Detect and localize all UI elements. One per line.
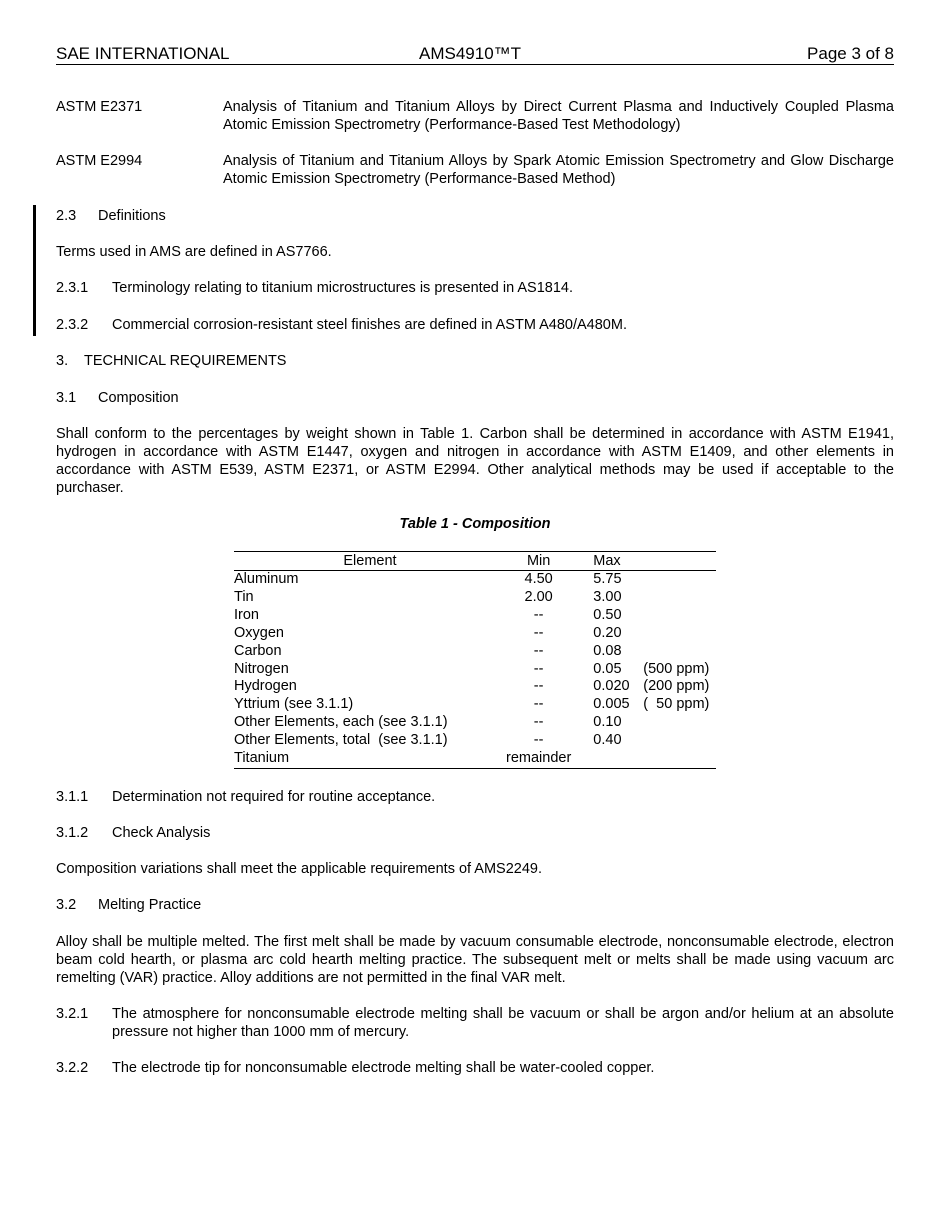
- section-number: 3.: [56, 353, 69, 369]
- table-caption: Table 1 - Composition: [399, 516, 551, 532]
- cell-min: --: [533, 732, 544, 749]
- cell-min: --: [533, 678, 544, 695]
- table-row: [234, 678, 716, 696]
- cell-element: Carbon: [234, 642, 282, 659]
- reference-code: ASTM E2994: [56, 153, 143, 169]
- cell-ppm: [643, 625, 716, 643]
- cell-element: Titanium: [234, 750, 506, 768]
- table-row: [234, 643, 716, 661]
- cell-min: 2.00: [524, 588, 553, 605]
- section-heading-3-1-2: [56, 824, 894, 842]
- cell-max: 0.10: [593, 714, 622, 731]
- cell-ppm: [643, 589, 716, 607]
- cell-max: [571, 750, 643, 768]
- reference-title: Analysis of Titanium and Titanium Alloys by Spark Atomic Emission Spectrometry and Glow Discharge Atomic Emission Spectrometry (Performance-Based Method): [223, 153, 894, 187]
- section-title: Check Analysis: [112, 825, 211, 841]
- section-title: Melting Practice: [98, 897, 202, 913]
- cell-element: Other Elements, total (see 3.1.1): [234, 732, 448, 749]
- column-header-max: Max: [571, 552, 643, 571]
- reference-code: ASTM E2371: [56, 99, 143, 115]
- cell-max: 3.00: [593, 588, 622, 605]
- section-number: 2.3.2: [56, 317, 89, 333]
- cell-max: 0.08: [593, 642, 622, 659]
- section-text: The electrode tip for nonconsumable electrode melting shall be water-cooled copper.: [112, 1060, 655, 1076]
- cell-min: 4.50: [524, 571, 553, 587]
- section-text: The atmosphere for nonconsumable electrode melting shall be vacuum or shall be argon and/or helium at an absolute pressure not higher than 1000 mm of mercury.: [112, 1006, 894, 1040]
- section-3-1-1: [56, 788, 894, 806]
- section-number: 3.1.1: [56, 789, 89, 805]
- cell-min: --: [533, 660, 544, 677]
- paragraph: Terms used in AMS are defined in AS7766.: [56, 244, 332, 260]
- cell-ppm: [643, 571, 716, 589]
- section-number: 3.1.2: [56, 825, 89, 841]
- table-row: [234, 750, 716, 768]
- section-number: 2.3: [56, 208, 77, 224]
- table-row: [234, 571, 716, 589]
- cell-ppm: [643, 607, 716, 625]
- cell-element: Yttrium (see 3.1.1): [234, 696, 354, 713]
- cell-ppm: [643, 750, 716, 768]
- column-header-min: Min: [506, 552, 571, 571]
- section-number: 3.2: [56, 897, 77, 913]
- header-org: SAE INTERNATIONAL: [56, 44, 230, 63]
- cell-element: Oxygen: [234, 624, 284, 641]
- cell-element: Nitrogen: [234, 660, 289, 677]
- cell-ppm: [643, 643, 716, 661]
- cell-element: Iron: [234, 606, 259, 623]
- cell-min: --: [533, 606, 544, 623]
- cell-element: Other Elements, each (see 3.1.1): [234, 714, 448, 731]
- section-heading-3-2: [56, 896, 894, 914]
- section-heading-3: [56, 352, 894, 370]
- section-2-3-1: [56, 279, 894, 297]
- section-heading-2-3: [56, 207, 894, 225]
- reference-entry: [56, 98, 894, 134]
- section-number: 2.3.1: [56, 280, 89, 296]
- cell-min: remainder: [506, 750, 571, 768]
- section-3-2-2: [56, 1059, 894, 1077]
- column-header-element: Element: [234, 552, 506, 571]
- section-number: 3.2.2: [56, 1060, 89, 1076]
- cell-element: Hydrogen: [234, 678, 297, 695]
- cell-element: Aluminum: [234, 571, 299, 587]
- table-row: [234, 607, 716, 625]
- table-row: [234, 714, 716, 732]
- cell-min: --: [533, 624, 544, 641]
- reference-title: Analysis of Titanium and Titanium Alloys by Direct Current Plasma and Inductively Coupled Plasma Atomic Emission Spectrometry (Performance-Based Test Methodology): [223, 99, 894, 133]
- section-number: 3.2.1: [56, 1006, 89, 1022]
- revision-change-bar: [33, 205, 36, 336]
- section-title: Composition: [98, 390, 179, 406]
- section-3-2-1: [56, 1005, 894, 1041]
- section-title: Definitions: [98, 208, 166, 224]
- section-2-3-2: [56, 316, 894, 334]
- table-row: [234, 625, 716, 643]
- cell-max: 0.005: [593, 696, 630, 713]
- header-doc-id: AMS4910™T: [419, 44, 522, 63]
- table-row: [234, 661, 716, 679]
- reference-entry: [56, 152, 894, 188]
- paragraph: Composition variations shall meet the applicable requirements of AMS2249.: [56, 861, 543, 877]
- section-text: Terminology relating to titanium microstructures is presented in AS1814.: [112, 280, 573, 296]
- cell-max: 0.50: [593, 606, 622, 623]
- section-heading-3-1: [56, 389, 894, 407]
- cell-ppm: ( 50 ppm): [643, 696, 710, 713]
- page-header: [56, 44, 894, 65]
- paragraph: Shall conform to the percentages by weight shown in Table 1. Carbon shall be determined in accordance with ASTM E1941, hydrogen in accordance with ASTM E1447, oxygen and nitrogen in accordance with ASTM E1409, and other elements in accordance with ASTM E539, ASTM E2371, or ASTM E2994. Other analytical methods may be used if acceptable to the purchaser.: [56, 426, 894, 496]
- paragraph: Alloy shall be multiple melted. The first melt shall be made by vacuum consumable electrode, nonconsumable electrode, electron beam cold hearth, or plasma arc cold hearth melting practice. The subsequent melt or melts shall be made using vacuum arc remelting (VAR) practice. Alloy additions are not permitted in the final VAR melt.: [56, 934, 894, 986]
- cell-min: --: [533, 642, 544, 659]
- table-row: [234, 696, 716, 714]
- section-text: Determination not required for routine acceptance.: [112, 789, 436, 805]
- cell-ppm: (200 ppm): [643, 678, 710, 695]
- header-page-number: Page 3 of 8: [807, 44, 894, 63]
- cell-min: --: [533, 714, 544, 731]
- cell-max: 0.020: [593, 678, 630, 695]
- cell-ppm: [643, 714, 716, 732]
- cell-ppm: (500 ppm): [643, 660, 710, 677]
- cell-max: 0.40: [593, 732, 622, 749]
- cell-max: 5.75: [593, 571, 622, 587]
- cell-min: --: [533, 696, 544, 713]
- section-number: 3.1: [56, 390, 77, 406]
- composition-table: [234, 551, 716, 769]
- section-title: TECHNICAL REQUIREMENTS: [84, 353, 287, 369]
- cell-ppm: [643, 732, 716, 750]
- table-header-row: [234, 552, 716, 571]
- section-text: Commercial corrosion-resistant steel finishes are defined in ASTM A480/A480M.: [112, 317, 627, 333]
- cell-max: 0.20: [593, 624, 622, 641]
- column-header-ppm: [643, 552, 716, 571]
- cell-max: 0.05: [593, 660, 622, 677]
- table-row: [234, 589, 716, 607]
- table-row: [234, 732, 716, 750]
- cell-element: Tin: [234, 588, 254, 605]
